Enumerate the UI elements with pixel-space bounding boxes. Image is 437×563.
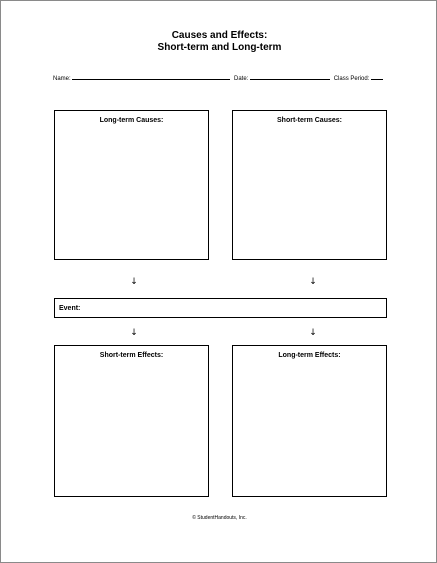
event-box[interactable] [54, 298, 387, 318]
short-term-effects-label: Short-term Effects: [99, 352, 164, 359]
long-term-effects-label: Long-term Effects: [278, 352, 341, 359]
long-term-causes-box[interactable] [54, 110, 209, 260]
date-label: Date: [234, 76, 249, 82]
copyright-footer: © StudentHandouts, Inc. [192, 515, 247, 521]
short-term-effects-box[interactable] [54, 345, 209, 497]
class-period-blank-field[interactable] [371, 73, 383, 80]
long-term-causes-label: Long-term Causes: [99, 117, 164, 124]
name-blank-field[interactable] [72, 73, 230, 80]
short-term-causes-box[interactable] [232, 110, 387, 260]
student-info-line [53, 73, 383, 83]
class-period-label: Class Period: [333, 76, 370, 82]
long-term-effects-box[interactable] [232, 345, 387, 497]
down-arrow-icon: ↓ [309, 328, 317, 338]
worksheet-title-line1: Causes and Effects: [171, 30, 268, 41]
name-label: Name: [53, 76, 71, 82]
down-arrow-icon: ↓ [130, 277, 138, 287]
down-arrow-icon: ↓ [309, 277, 317, 287]
event-label: Event: [59, 305, 81, 312]
date-blank-field[interactable] [250, 73, 330, 80]
worksheet-title-line2: Short-term and Long-term [157, 42, 282, 53]
down-arrow-icon: ↓ [130, 328, 138, 338]
short-term-causes-label: Short-term Causes: [277, 117, 342, 124]
